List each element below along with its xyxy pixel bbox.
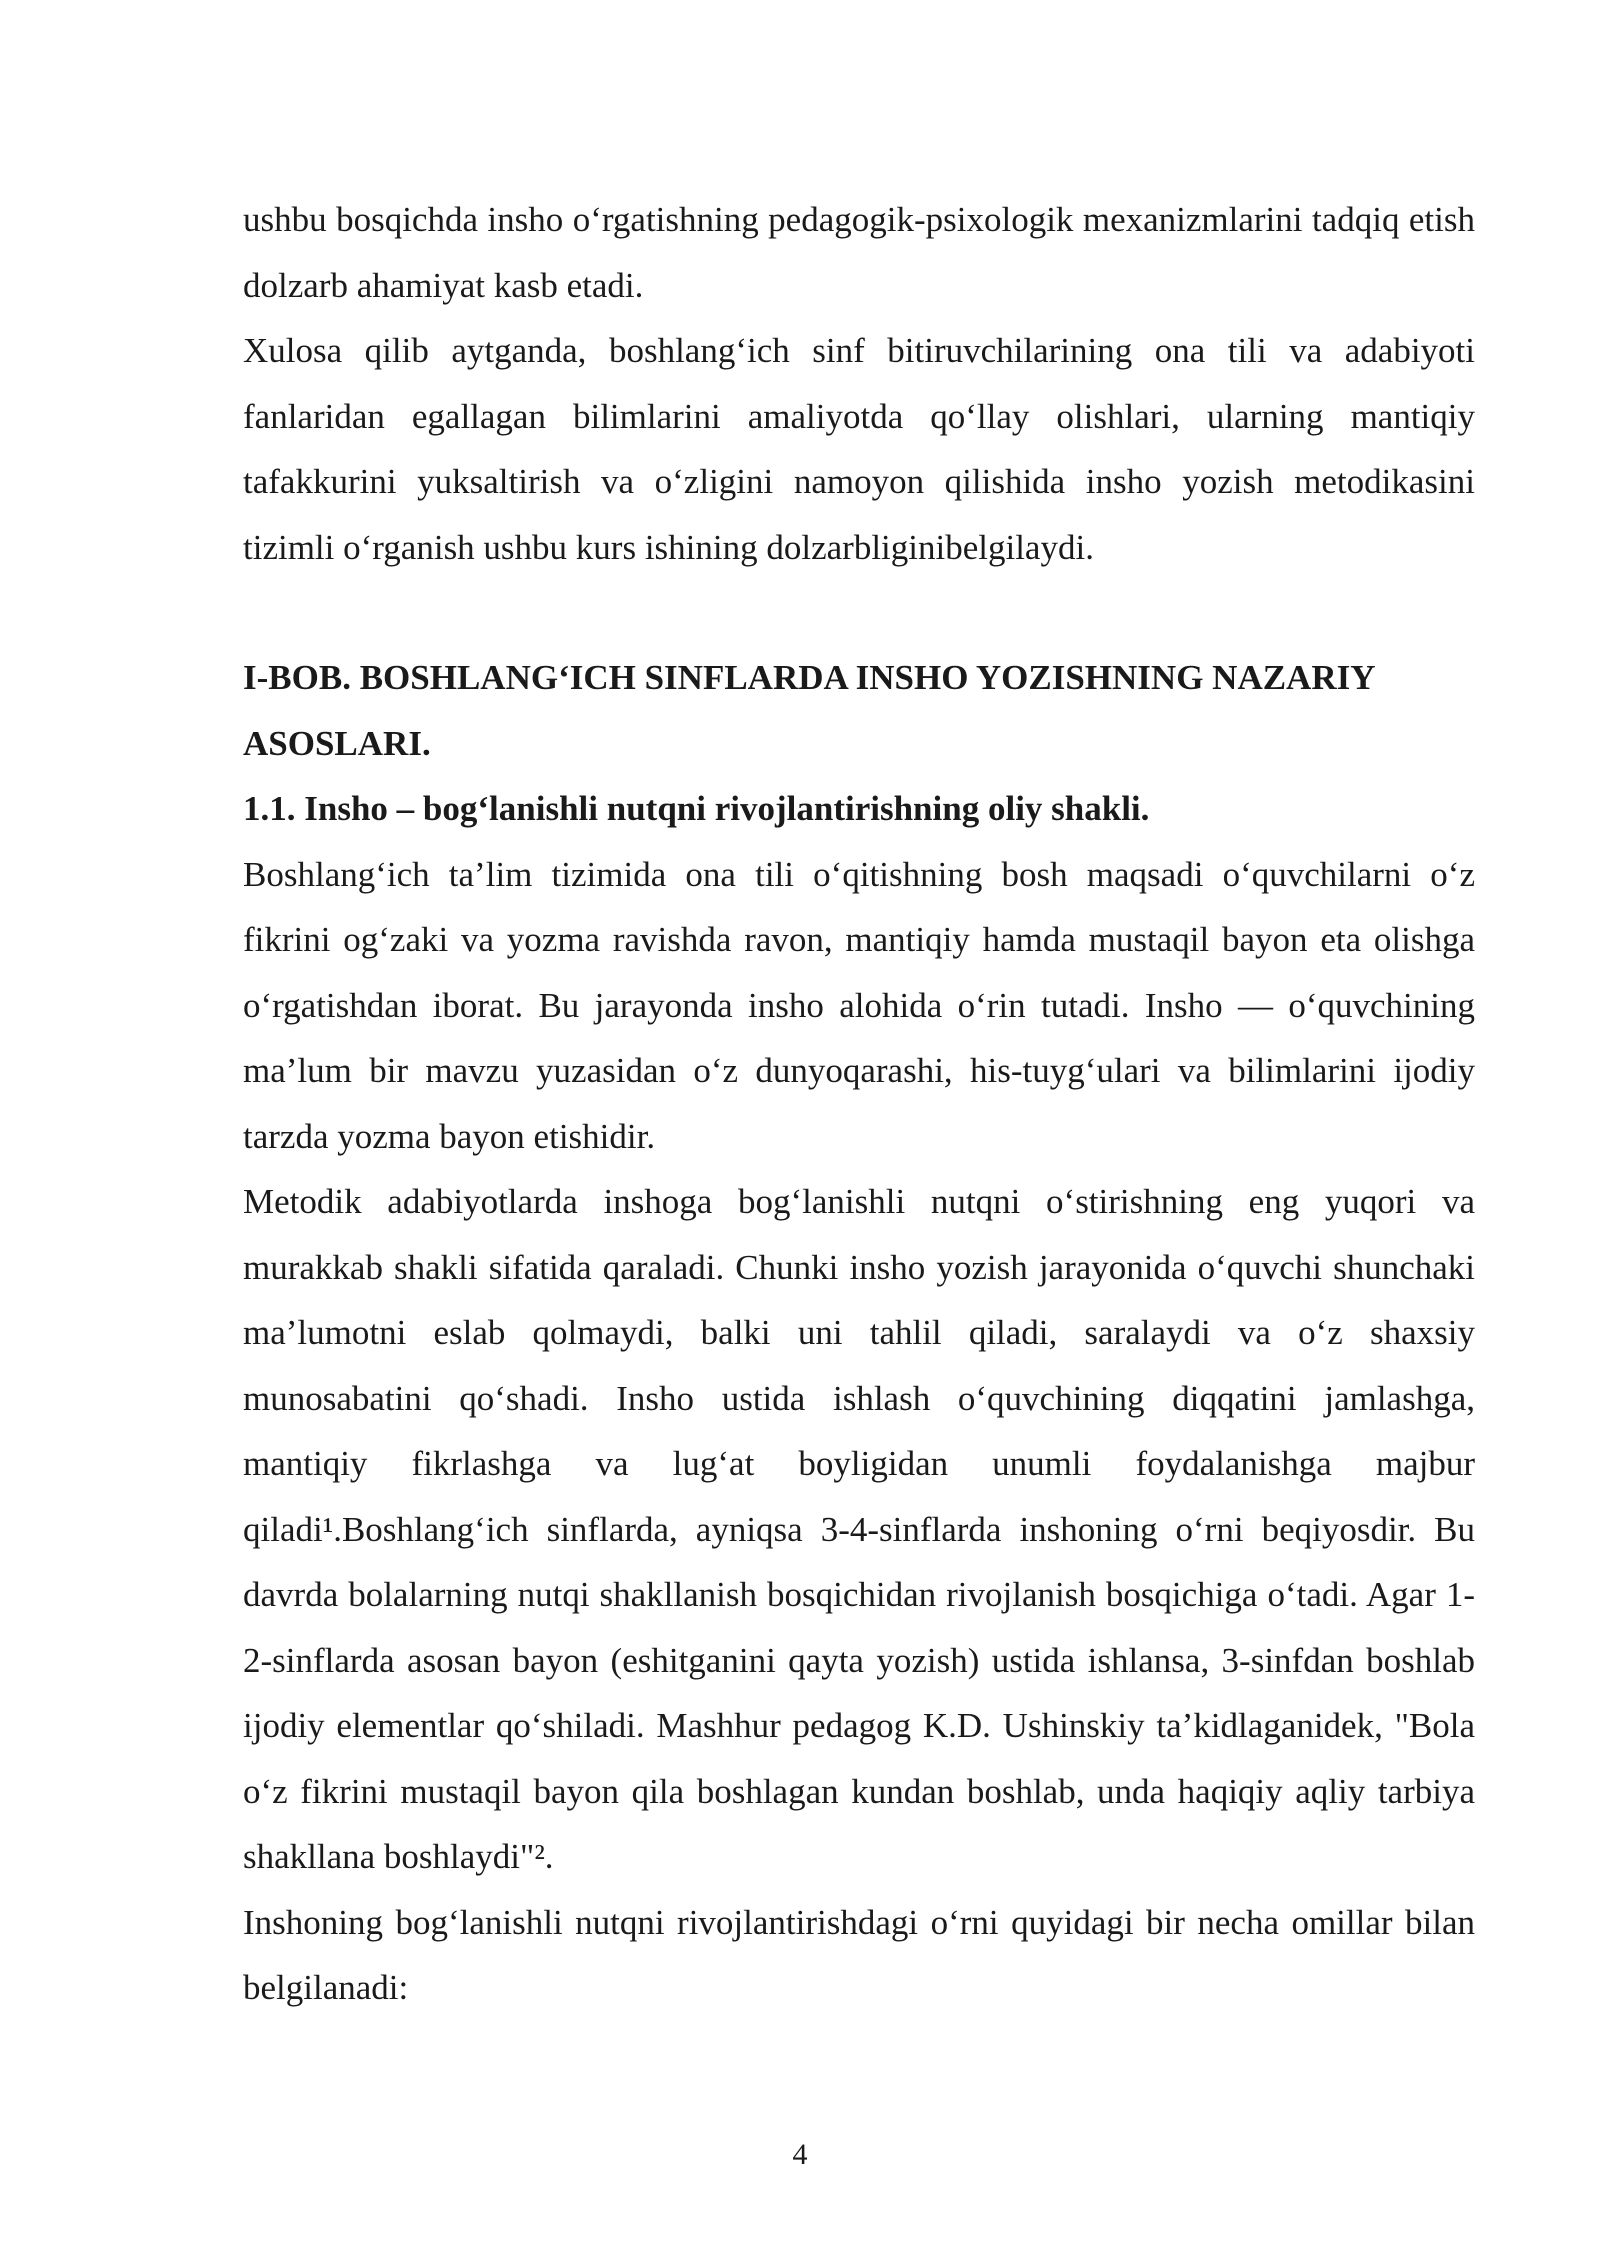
body-paragraph-3: Inshoning bog‘lanishli nutqni rivojlantirishdagi o‘rni quyidagi bir necha omillar bilan belgilanadi:	[243, 1902, 1475, 2007]
intro-paragraph-1: ushbu bosqichda insho o‘rgatishning pedagogik-psixologik mexanizmlarini tadqiq etish dolzarb ahamiyat kasb etadi.	[243, 200, 1475, 305]
paragraph-spacer	[243, 580, 1475, 645]
chapter-title: I-BOB. BOSHLANG‘ICH SINFLARDA INSHO YOZISHNING NAZARIY ASOSLARI.	[243, 658, 1375, 763]
page-number: 4	[792, 2138, 808, 2171]
body-paragraph-2: Metodik adabiyotlarda inshoga bog‘lanishli nutqni o‘stirishning eng yuqori va murakkab shakli sifatida qaraladi. Chunki insho yozish jarayonida o‘quvchi shunchaki ma’lumotni eslab qolmaydi, balki uni tahlil qiladi, saralaydi va o‘z shaxsiy munosabatini qo‘shadi. Insho ustida ishlash o‘quvchining diqqatini jamlashga, mantiqiy fikrlashga va lug‘at boyligidan unumli foydalanishga majbur qiladi¹.Boshlang‘ich sinflarda, ayniqsa 3-4-sinflarda inshoning o‘rni beqiyosdir. Bu davrda bolalarning nutqi shakllanish bosqichidan rivojlanish bosqichiga o‘tadi. Agar 1-2-sinflarda asosan bayon (eshitganini qayta yozish) ustida ishlansa, 3-sinfdan boshlab ijodiy elementlar qo‘shiladi. Mashhur pedagog K.D. Ushinskiy ta’kidlaganidek, "Bola o‘z fikrini mustaqil bayon qila boshlagan kundan boshlab, unda haqiqiy aqliy tarbiya shakllana boshlaydi"².	[243, 1182, 1475, 1876]
document-page	[243, 187, 1475, 2021]
intro-paragraph-2: Xulosa qilib aytganda, boshlang‘ich sinf bitiruvchilarining ona tili va adabiyoti fanlaridan egallagan bilimlarini amaliyotda qo‘llay olishlari, ularning mantiqiy tafakkurini yuksaltirish va o‘zligini namoyon qilishida insho yozish metodikasini tizimli o‘rganish ushbu kurs ishining dolzarbliginibelgilaydi.	[243, 331, 1475, 567]
body-paragraph-1: Boshlang‘ich ta’lim tizimida ona tili o‘qitishning bosh maqsadi o‘quvchilarni o‘z fikrini og‘zaki va yozma ravishda ravon, mantiqiy hamda mustaqil bayon eta olishga o‘rgatishdan iborat. Bu jarayonda insho alohida o‘rin tutadi. Insho — o‘quvchining ma’lum bir mavzu yuzasidan o‘z dunyoqarashi, his-tuyg‘ulari va bilimlarini ijodiy tarzda yozma bayon etishidir.	[243, 854, 1475, 1156]
section-title: 1.1. Insho – bog‘lanishli nutqni rivojlantirishning oliy shakli.	[243, 789, 1150, 828]
